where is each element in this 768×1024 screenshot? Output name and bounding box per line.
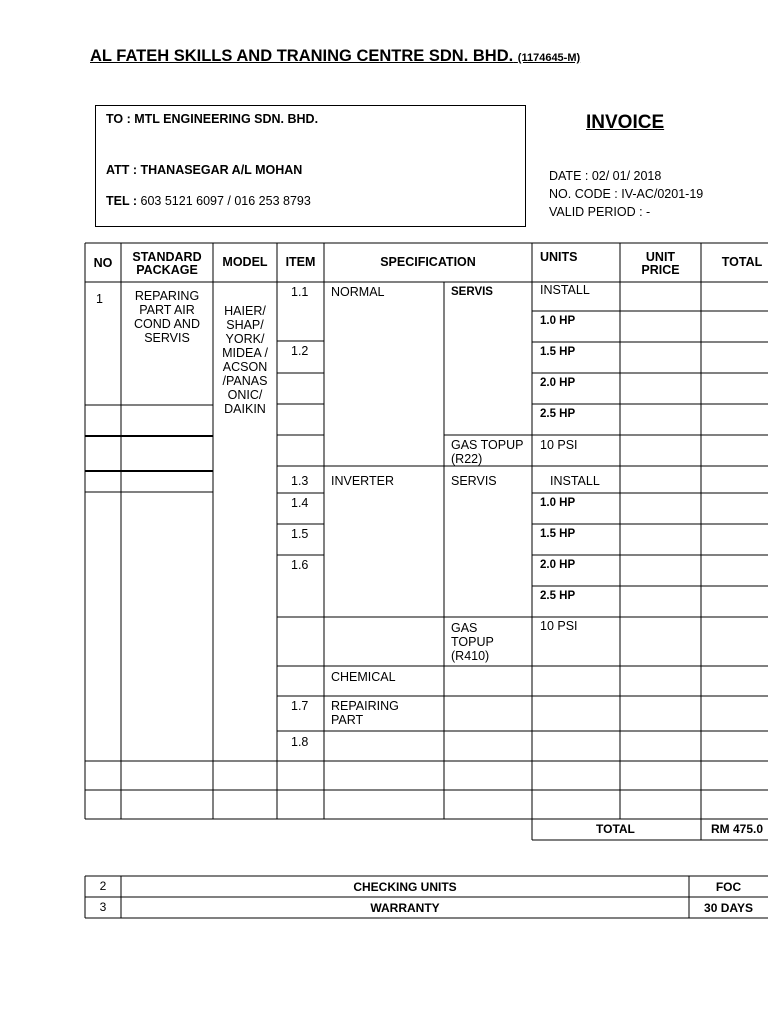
model-line-8: DAIKIN	[224, 402, 266, 416]
tel-label: TEL :	[106, 194, 138, 208]
model-line-1: HAIER/	[224, 304, 266, 318]
tel-value: 603 5121 6097 / 016 253 8793	[140, 194, 311, 208]
col-header-no: NO	[93, 256, 113, 270]
model-line-7: ONIC/	[227, 388, 263, 402]
model-line-4: MIDEA /	[222, 346, 268, 360]
units-psi-b: 10 PSI	[540, 619, 578, 633]
total-label: TOTAL	[596, 822, 635, 836]
item-1-8: 1.8	[291, 735, 309, 749]
units-2hp-b: 2.0 HP	[540, 559, 576, 571]
spec-servis-2: SERVIS	[451, 474, 497, 488]
package-line-3: COND AND	[134, 317, 200, 331]
col-header-package-2: PACKAGE	[136, 263, 198, 277]
item-1-6: 1.6	[291, 558, 309, 572]
col-header-unit-price-1: UNIT	[645, 250, 676, 264]
package-line-2: PART AIR	[139, 303, 195, 317]
extra-row-desc-checking: CHECKING UNITS	[353, 880, 457, 894]
model-line-3: YORK/	[225, 332, 265, 346]
spec-repairing-1: REPAIRING	[331, 699, 399, 713]
spec-servis-1: SERVIS	[451, 286, 493, 298]
spec-chemical: CHEMICAL	[331, 670, 396, 684]
model-line-5: ACSON	[222, 360, 268, 374]
units-1hp-a: 1.0 HP	[540, 315, 576, 327]
total-value: RM 475.0	[711, 822, 764, 836]
item-1-1: 1.1	[291, 285, 309, 299]
recipient-to: TO : MTL ENGINEERING SDN. BHD.	[106, 112, 319, 126]
item-1-7: 1.7	[291, 699, 309, 713]
col-header-specification: SPECIFICATION	[380, 255, 476, 269]
item-1-3: 1.3	[291, 474, 309, 488]
units-25hp-b: 2.5 HP	[540, 590, 576, 602]
extra-row-value-warranty: 30 DAYS	[704, 901, 753, 915]
model-line-2: SHAP/	[226, 318, 264, 332]
col-header-package-1: STANDARD	[132, 250, 202, 264]
col-header-model: MODEL	[222, 255, 268, 269]
recipient-att: ATT : THANASEGAR A/L MOHAN	[106, 163, 303, 177]
invoice-date: DATE : 02/ 01/ 2018	[549, 169, 662, 183]
col-header-units: UNITS	[540, 250, 578, 264]
extra-row-no-3: 3	[99, 900, 107, 914]
model-line-6: /PANAS	[222, 374, 268, 388]
spec-gas-r410-2: TOPUP	[451, 635, 494, 649]
package-line-1: REPARING	[134, 289, 200, 303]
spec-inverter: INVERTER	[331, 474, 394, 488]
spec-gas-r22-1: GAS TOPUP	[451, 438, 524, 452]
units-psi-a: 10 PSI	[540, 438, 578, 452]
invoice-title: INVOICE	[586, 112, 665, 133]
units-install-2: INSTALL	[550, 474, 600, 488]
units-install-1: INSTALL	[540, 283, 590, 297]
units-2hp-a: 2.0 HP	[540, 377, 576, 389]
col-header-item: ITEM	[285, 255, 316, 269]
item-1-5: 1.5	[291, 527, 309, 541]
item-1-2: 1.2	[291, 344, 309, 358]
spec-gas-r22-2: (R22)	[451, 452, 483, 466]
units-25hp-a: 2.5 HP	[540, 408, 576, 420]
invoice-code: NO. CODE : IV-AC/0201-19	[549, 187, 704, 201]
units-15hp-b: 1.5 HP	[540, 528, 576, 540]
item-1-4: 1.4	[291, 496, 309, 510]
spec-gas-r410-3: (R410)	[451, 649, 490, 663]
company-reg-no: (1174645-M)	[517, 52, 581, 64]
col-header-unit-price-2: PRICE	[641, 263, 680, 277]
col-header-total: TOTAL	[721, 255, 763, 269]
units-15hp-a: 1.5 HP	[540, 346, 576, 358]
spec-repairing-2: PART	[331, 713, 364, 727]
package-line-4: SERVIS	[144, 331, 190, 345]
spec-gas-r410-1: GAS	[451, 621, 478, 635]
extra-row-value-foc: FOC	[715, 880, 742, 894]
company-name-text: AL FATEH SKILLS AND TRANING CENTRE SDN. BHD.	[90, 47, 514, 65]
extra-row-desc-warranty: WARRANTY	[370, 901, 440, 915]
extra-row-no-2: 2	[99, 879, 107, 893]
invoice-valid-period: VALID PERIOD : -	[549, 205, 651, 219]
units-1hp-b: 1.0 HP	[540, 497, 576, 509]
row-no-1: 1	[96, 292, 103, 306]
spec-normal: NORMAL	[331, 285, 385, 299]
